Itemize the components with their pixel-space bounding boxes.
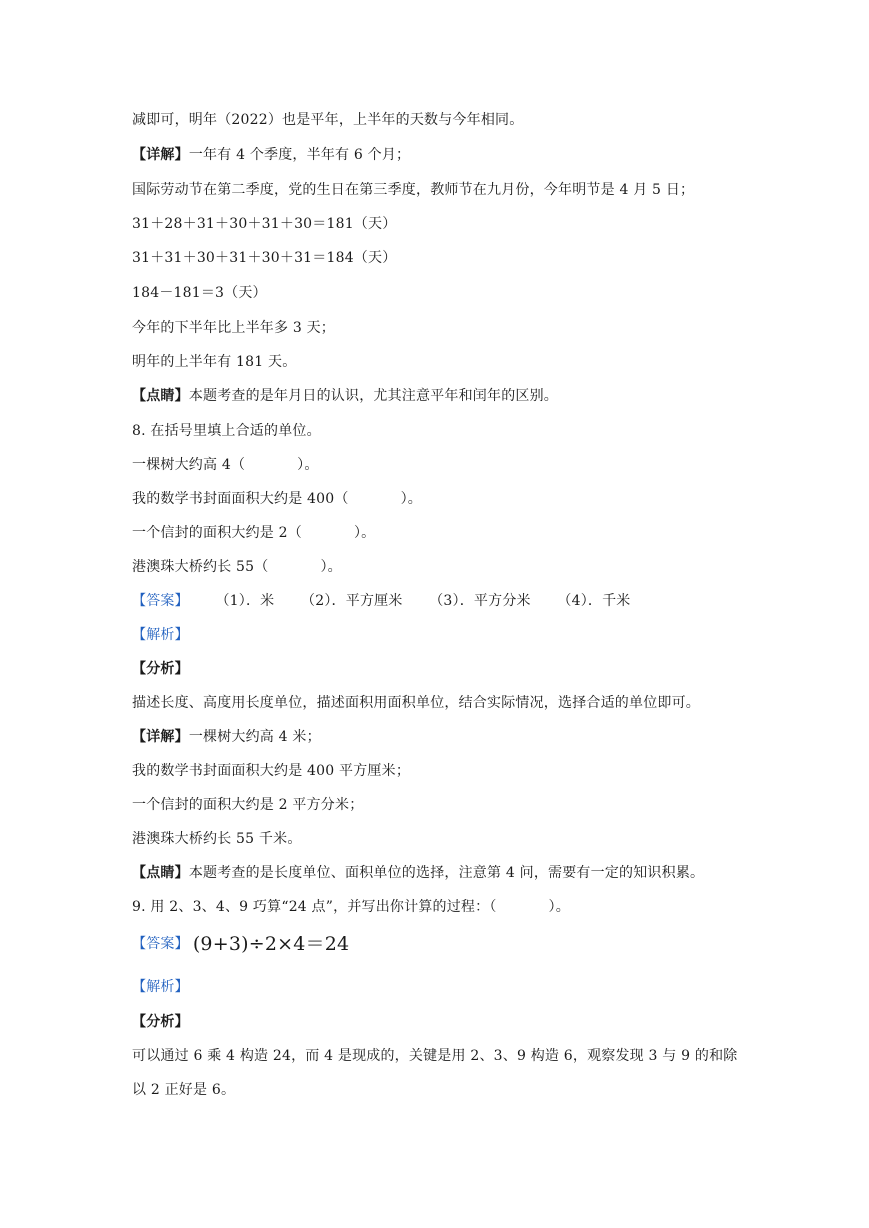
text-line: 国际劳动节在第二季度，党的生日在第三季度，教师节在九月份，今年明节是 4 月 5 日； [132, 182, 695, 198]
detail-tag: 【详解】 [132, 729, 189, 745]
answer-formula: (9+3)÷2×4＝24 [192, 933, 350, 955]
text-line: 港澳珠大桥约长 55 千米。 [132, 831, 302, 847]
detail-line: 【详解】一棵树大约高 4 米； [132, 729, 321, 745]
answer-line [132, 591, 631, 611]
text-line: 以 2 正好是 6。 [132, 1082, 236, 1098]
analysis-heading: 【解析】 [132, 979, 189, 995]
question-8-item: 一个信封的面积大约是 2（ ）。 [132, 525, 376, 541]
calc-line: 31＋31＋30＋31＋30＋31＝184（天） [132, 250, 397, 266]
detail-tag: 【详解】 [132, 147, 189, 163]
answer-4: （4）．千米 [557, 593, 631, 609]
detail-line: 【详解】一年有 4 个季度，半年有 6 个月； [132, 147, 411, 163]
question-8-item: 港澳珠大桥约长 55（ ）。 [132, 559, 342, 575]
answer-3: （3）．平方分米 [429, 593, 531, 609]
answer-tag: 【答案】 [132, 593, 189, 609]
remark-line: 【点睛】本题考查的是年月日的认识，尤其注意平年和闰年的区别。 [132, 388, 559, 404]
text-line: 描述长度、高度用长度单位，描述面积用面积单位，结合实际情况，选择合适的单位即可。 [132, 695, 700, 711]
answer-1: （1）．米 [215, 593, 275, 609]
text-line: 明年的上半年有 181 天。 [132, 354, 297, 370]
text-line: 可以通过 6 乘 4 构造 24，而 4 是现成的，关键是用 2、3、9 构造 6，观察发现 3 与 9 的和除 [132, 1048, 738, 1064]
answer-2: （2）．平方厘米 [301, 593, 403, 609]
breakdown-heading: 【分析】 [132, 1014, 189, 1030]
remark-tag: 【点睛】 [132, 865, 189, 881]
answer-line [132, 934, 349, 954]
remark-tag: 【点睛】 [132, 388, 189, 404]
question-9: 9. 用 2、3、4、9 巧算“24 点”，并写出你计算的过程：（ ）。 [132, 899, 570, 915]
answer-tag: 【答案】 [132, 936, 189, 952]
question-8: 8. 在括号里填上合适的单位。 [132, 423, 321, 439]
text-line: 减即可，明年（2022）也是平年，上半年的天数与今年相同。 [132, 112, 524, 128]
calc-line: 31＋28＋31＋30＋31＋30＝181（天） [132, 216, 397, 232]
remark-line: 【点睛】本题考查的是长度单位、面积单位的选择，注意第 4 问，需要有一定的知识积累。 [132, 865, 705, 881]
text-line: 今年的下半年比上半年多 3 天； [132, 320, 336, 336]
analysis-heading: 【解析】 [132, 627, 189, 643]
breakdown-heading: 【分析】 [132, 661, 189, 677]
text-line: 我的数学书封面面积大约是 400 平方厘米； [132, 763, 411, 779]
question-8-item: 我的数学书封面面积大约是 400（ ）。 [132, 491, 422, 507]
text-line: 一个信封的面积大约是 2 平方分米； [132, 797, 364, 813]
calc-line: 184－181＝3（天） [132, 285, 267, 301]
question-8-item: 一棵树大约高 4（ ）。 [132, 457, 319, 473]
